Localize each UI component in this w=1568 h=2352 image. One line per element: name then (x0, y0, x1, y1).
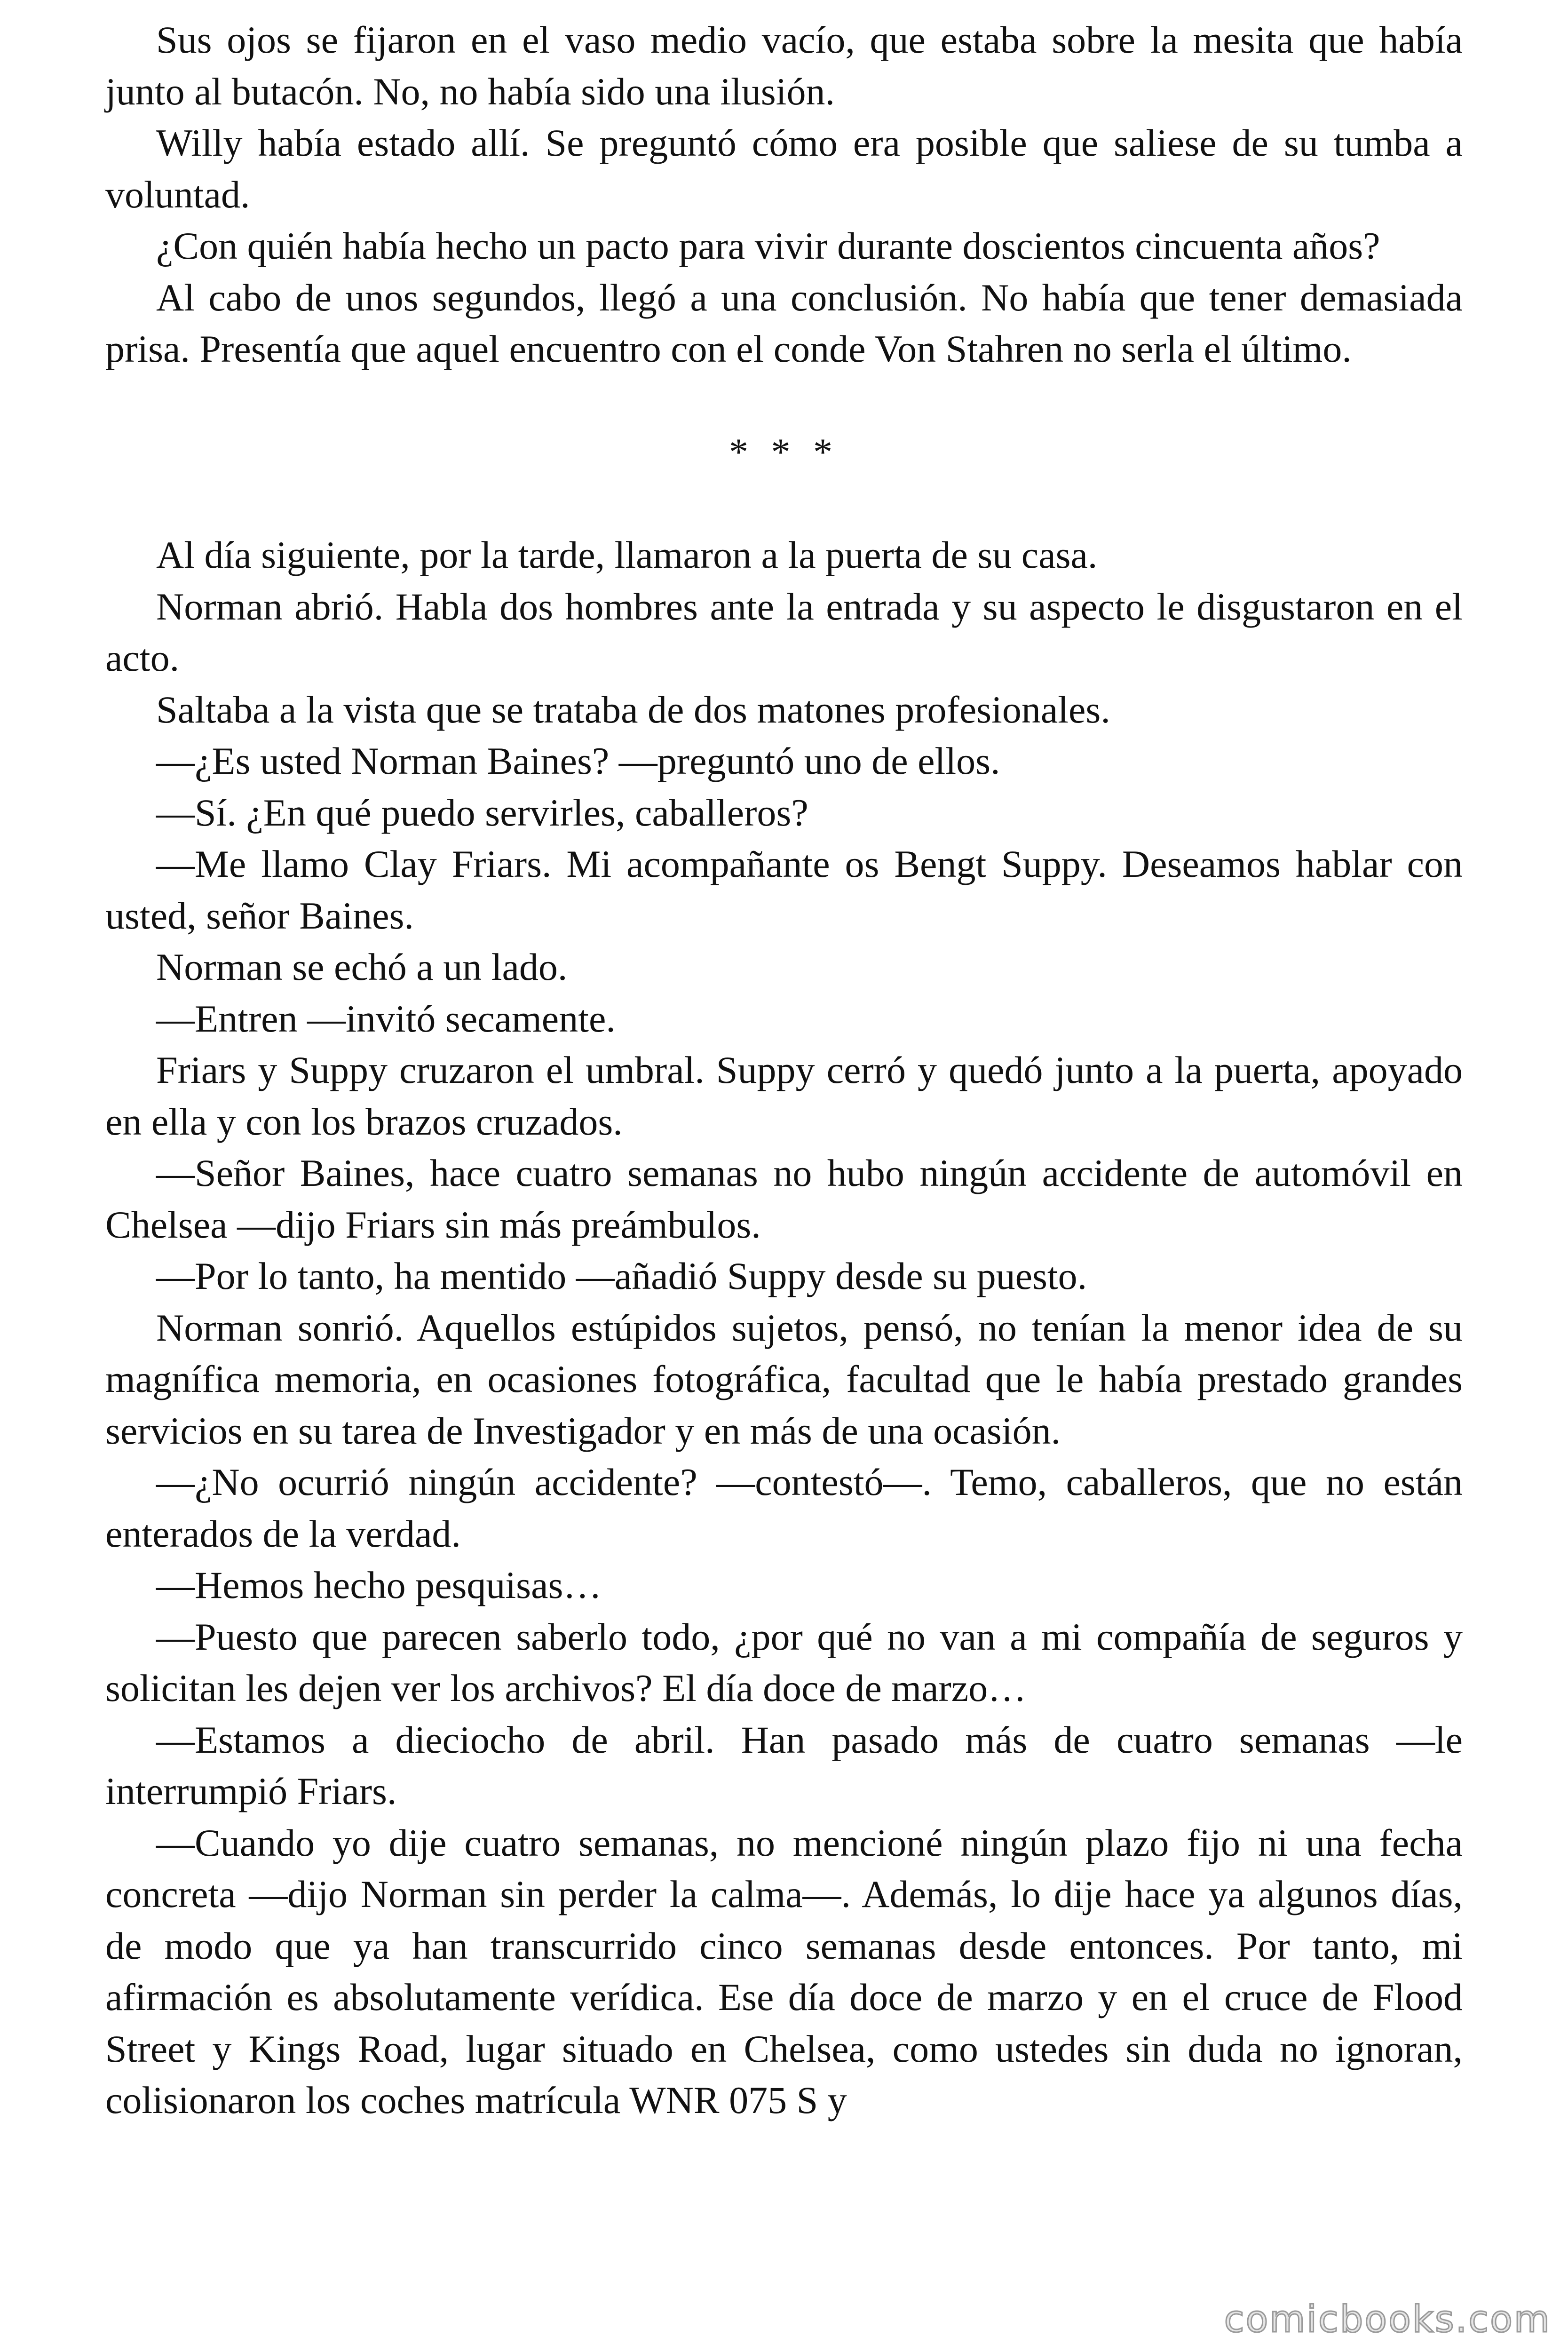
paragraph: —Puesto que parecen saberlo todo, ¿por qué no van a mi compañía de seguros y solicitan les dejen ver los archivos? El día doce de marzo… (105, 1615, 1463, 1709)
paragraph: Al día siguiente, por la tarde, llamaron a la puerta de su casa. (156, 533, 1098, 576)
section-separator: * * * (729, 430, 839, 473)
paragraph: Saltaba a la vista que se trataba de dos matones profesionales. (156, 688, 1110, 731)
paragraph: —Me llamo Clay Friars. Mi acompañante os Bengt Suppy. Deseamos hablar con usted, señor Baines. (105, 842, 1463, 937)
paragraph: Norman abrió. Habla dos hombres ante la entrada y su aspecto le disgustaron en el acto. (105, 585, 1463, 679)
paragraph: —Cuando yo dije cuatro semanas, no mencioné ningún plazo fijo ni una fecha concreta —dijo Norman sin perder la calma—. Además, lo dije hace ya algunos días, de modo que ya han transcurrido cinco semanas desde entonces. Por tanto, mi afirmación es absolutamente verídica. Ese día doce de marzo y en el cruce de Flood Street y Kings Road, lugar situado en Chelsea, como ustedes sin duda no ignoran, colisionaron los coches matrícula WNR 075 S y (105, 1821, 1463, 2122)
paragraph: ¿Con quién había hecho un pacto para vivir durante doscientos cincuenta años? (156, 224, 1380, 267)
paragraph: Norman se echó a un lado. (156, 946, 568, 988)
paragraph: Willy había estado allí. Se preguntó cómo era posible que saliese de su tumba a voluntad. (105, 121, 1463, 216)
paragraph: Norman sonrió. Aquellos estúpidos sujetos, pensó, no tenían la menor idea de su magnífica memoria, en ocasiones fotográfica, facultad que le había prestado grandes servicios en su tarea de Investigador y en más de una ocasión. (105, 1306, 1463, 1452)
paragraph: —Por lo tanto, ha mentido —añadió Suppy desde su puesto. (156, 1255, 1087, 1297)
paragraph: Sus ojos se fijaron en el vaso medio vacío, que estaba sobre la mesita que había junto al butacón. No, no había sido una ilusión. (105, 18, 1463, 113)
paragraph: —Entren —invitó secamente. (156, 997, 616, 1040)
paragraph: —Hemos hecho pesquisas… (156, 1564, 602, 1606)
paragraph: Al cabo de unos segundos, llegó a una conclusión. No había que tener demasiada prisa. Presentía que aquel encuentro con el conde Von Stahren no serla el último. (105, 276, 1463, 370)
book-page (105, 14, 1463, 2126)
paragraph: —¿No ocurrió ningún accidente? —contestó—. Temo, caballeros, que no están enterados de la verdad. (105, 1461, 1463, 1555)
watermark: comicbooks.com (1224, 2298, 1551, 2341)
paragraph: —Estamos a dieciocho de abril. Han pasado más de cuatro semanas —le interrumpió Friars. (105, 1718, 1463, 1812)
paragraph: —Señor Baines, hace cuatro semanas no hubo ningún accidente de automóvil en Chelsea —dijo Friars sin más preámbulos. (105, 1152, 1463, 1246)
paragraph: —Sí. ¿En qué puedo servirles, caballeros? (156, 791, 808, 834)
paragraph: —¿Es usted Norman Baines? —preguntó uno de ellos. (156, 739, 1000, 782)
paragraph: Friars y Suppy cruzaron el umbral. Suppy cerró y quedó junto a la puerta, apoyado en ella y con los brazos cruzados. (105, 1049, 1463, 1143)
